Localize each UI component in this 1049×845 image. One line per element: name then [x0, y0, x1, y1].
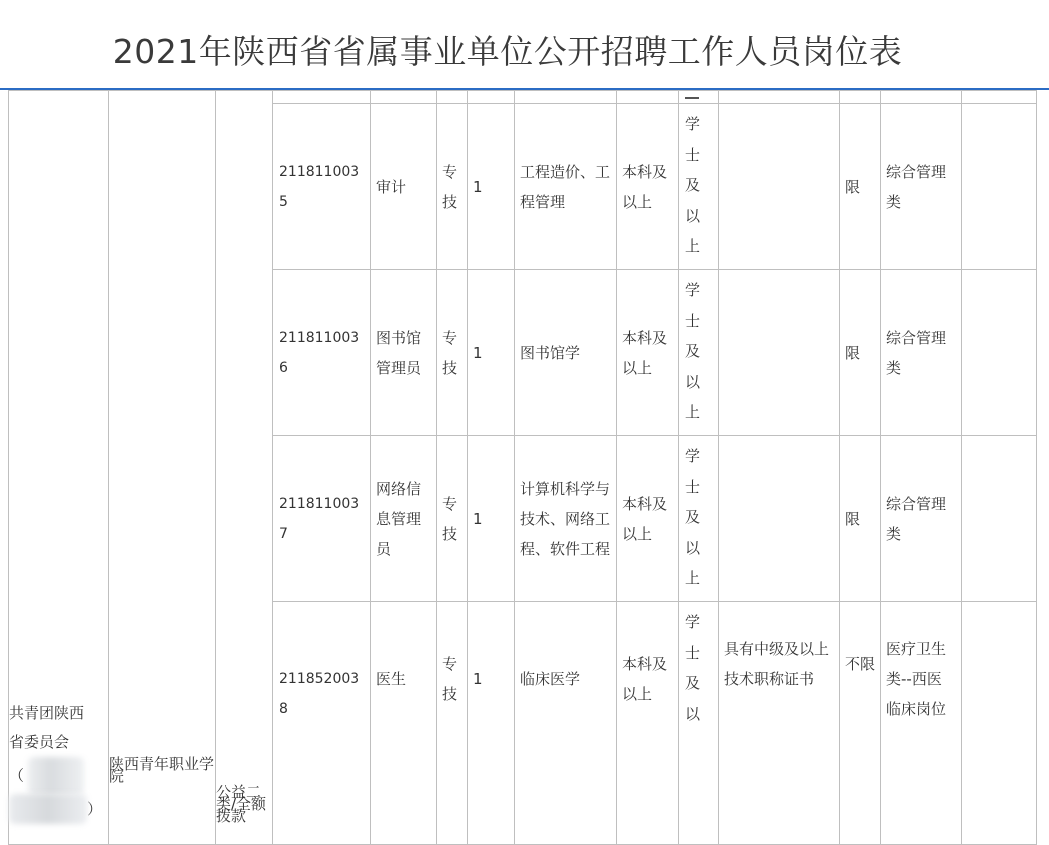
- degree: [679, 104, 719, 270]
- position-name: 图书馆管理员: [371, 270, 437, 436]
- degree-char: 及: [685, 674, 701, 692]
- cell-partial: [437, 91, 468, 104]
- education: 本科及以上: [617, 602, 679, 845]
- cell-partial: [719, 91, 840, 104]
- position-name: 审计: [371, 104, 437, 270]
- position-code: 2118110036: [273, 270, 371, 436]
- education: 本科及以上: [617, 104, 679, 270]
- exam-category: 综合管理类: [881, 270, 962, 436]
- table-row-partial: [9, 91, 1037, 104]
- cell-partial: [273, 91, 371, 104]
- note: [962, 436, 1037, 602]
- hire-count: 1: [468, 436, 515, 602]
- org-cell: [9, 91, 109, 845]
- degree: [679, 602, 719, 845]
- note: [962, 602, 1037, 845]
- position-name: 医生: [371, 602, 437, 845]
- exam-category: 医疗卫生类--西医临床岗位: [881, 602, 962, 845]
- hire-count: 1: [468, 602, 515, 845]
- degree-char: 上: [685, 569, 701, 587]
- cell-partial: [962, 91, 1037, 104]
- education: 本科及以上: [617, 436, 679, 602]
- degree-fragment: [685, 97, 699, 99]
- degree-char: 及: [685, 176, 701, 194]
- position-table-container: [0, 90, 1049, 825]
- cell-partial: [371, 91, 437, 104]
- org-paren-open: （: [9, 766, 25, 785]
- redacted-text: [28, 757, 84, 795]
- other-requirements: [719, 270, 840, 436]
- org-line2: 省委员会: [9, 733, 70, 751]
- title-bar: [0, 0, 1049, 90]
- redacted-text: [9, 794, 87, 824]
- degree-cell-partial: [679, 91, 719, 104]
- limit: 限: [840, 104, 881, 270]
- major: 计算机科学与技术、网络工程、软件工程: [515, 436, 617, 602]
- degree-char: 士: [685, 311, 701, 330]
- education: 本科及以上: [617, 270, 679, 436]
- cell-partial: [840, 91, 881, 104]
- degree-char: 及: [685, 508, 701, 526]
- degree: [679, 270, 719, 436]
- position-code: 2118110035: [273, 104, 371, 270]
- major: 工程造价、工程管理: [515, 104, 617, 270]
- cell-partial: [468, 91, 515, 104]
- hire-count: 1: [468, 270, 515, 436]
- position-name: 网络信息管理员: [371, 436, 437, 602]
- exam-category: 综合管理类: [881, 436, 962, 602]
- org-paren-close: ）: [87, 800, 103, 818]
- position-type: 专技: [437, 436, 468, 602]
- major: 临床医学: [515, 602, 617, 845]
- note: [962, 270, 1037, 436]
- degree-char: 士: [685, 145, 701, 164]
- degree-char: 以: [685, 206, 701, 225]
- degree: [679, 436, 719, 602]
- degree-char: 以: [685, 538, 701, 557]
- unit-cell: 陕西青年职业学院: [109, 91, 216, 845]
- degree-char: 士: [685, 643, 701, 662]
- degree-char: 及: [685, 342, 701, 360]
- position-code: 2118520038: [273, 602, 371, 845]
- other-requirements: [719, 436, 840, 602]
- degree-char: 以: [685, 372, 701, 391]
- position-code: 2118110037: [273, 436, 371, 602]
- funding-cell: 公益二类/全额拨款: [216, 91, 273, 845]
- degree-char: 学: [685, 281, 701, 299]
- position-type: 专技: [437, 270, 468, 436]
- major: 图书馆学: [515, 270, 617, 436]
- degree-char: 学: [685, 613, 701, 631]
- degree-char: 士: [685, 477, 701, 496]
- org-line1: 共青团陕西: [9, 704, 85, 722]
- page-title: 2021年陕西省省属事业单位公开招聘工作人员岗位表: [112, 32, 903, 71]
- limit: 不限: [840, 602, 881, 845]
- other-requirements: [719, 104, 840, 270]
- degree-char: 上: [685, 237, 701, 255]
- exam-category: 综合管理类: [881, 104, 962, 270]
- degree-char: 学: [685, 115, 701, 133]
- limit: 限: [840, 436, 881, 602]
- cell-partial: [515, 91, 617, 104]
- position-type: 专技: [437, 104, 468, 270]
- position-type: 专技: [437, 602, 468, 845]
- cell-partial: [881, 91, 962, 104]
- note: [962, 104, 1037, 270]
- other-requirements: 具有中级及以上技术职称证书: [719, 602, 840, 845]
- cell-partial: [617, 91, 679, 104]
- degree-char: 上: [685, 403, 701, 421]
- position-table: [8, 90, 1037, 845]
- limit: 限: [840, 270, 881, 436]
- degree-char: 学: [685, 447, 701, 465]
- hire-count: 1: [468, 104, 515, 270]
- degree-char: 以: [685, 704, 701, 723]
